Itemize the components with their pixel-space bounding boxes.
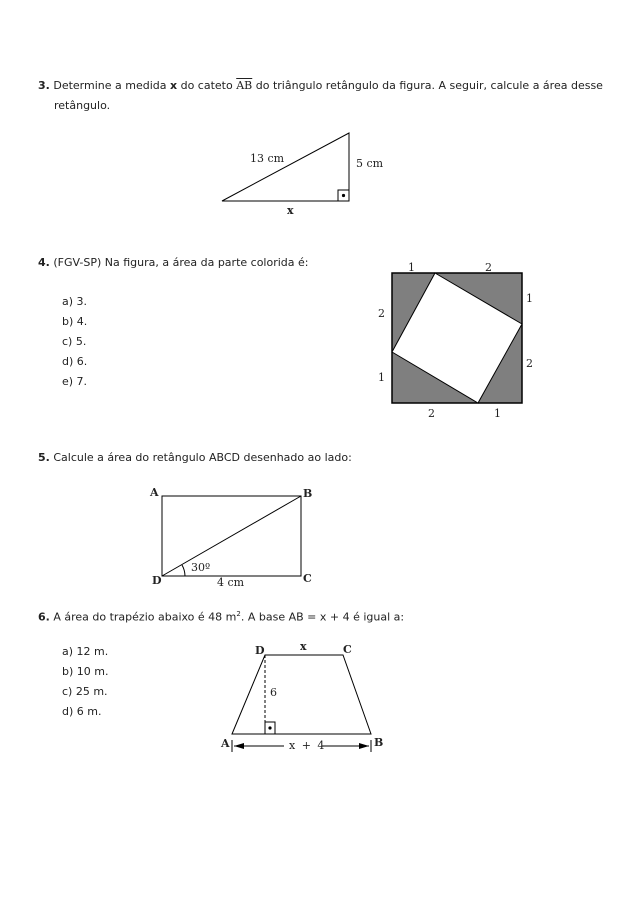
square-label-bottom-right: 1 (494, 407, 501, 420)
trap-vertex-d: D (255, 644, 265, 657)
option-d: d) 6 m. (62, 705, 102, 718)
question-6: 6. A área do trapézio abaixo é 48 $m^2$. A base AB = x + 4 é igual a: (38, 610, 405, 624)
triangle-base-label: x (287, 204, 294, 217)
square-label-left-top: 2 (378, 307, 385, 320)
square-label-right-bottom: 2 (526, 357, 533, 370)
square-label-bottom-left: 2 (428, 407, 435, 420)
question-4: 4. (FGV-SP) Na figura, a área da parte colorida é: (38, 256, 309, 269)
option-e: e) 7. (62, 375, 88, 388)
question-number: 6. (38, 610, 50, 624)
trap-vertex-a: A (221, 737, 230, 750)
question-number: 4. (38, 256, 50, 269)
option-d: d) 6. (62, 355, 88, 368)
square-label-left-bottom: 1 (378, 371, 385, 384)
option-a: a) 12 m. (62, 645, 109, 658)
question-number: 3. (38, 79, 50, 92)
option-c: c) 25 m. (62, 685, 108, 698)
question-3: 3. Determine a medida x do cateto $\overline{AB}$ do triângulo retângulo da figura. A seguir, calcule a área desse (38, 79, 603, 92)
option-c: c) 5. (62, 335, 87, 348)
trap-base-label: x + 4 (289, 739, 325, 752)
question-number: 5. (38, 451, 50, 464)
trap-vertex-c: C (343, 643, 352, 656)
trap-vertex-b: B (374, 736, 384, 749)
rect-vertex-c: C (303, 572, 312, 585)
trap-top-label: x (300, 640, 307, 653)
option-b: b) 10 m. (62, 665, 109, 678)
option-b: b) 4. (62, 315, 88, 328)
square-label-top-right: 2 (485, 261, 492, 274)
rect-angle-label: 30º (191, 561, 211, 574)
question-5: 5. Calcule a área do retângulo ABCD desenhado ao lado: (38, 451, 352, 464)
segment-ab: $\overline{AB}$ (236, 79, 253, 92)
triangle-hyp-label: 13 cm (250, 152, 285, 165)
rect-base-label: 4 cm (217, 576, 245, 589)
square-label-top-left: 1 (408, 261, 415, 274)
option-a: a) 3. (62, 295, 88, 308)
square-label-right-top: 1 (526, 292, 533, 305)
rect-vertex-d: D (152, 574, 162, 587)
triangle-leg-label: 5 cm (356, 157, 384, 170)
rect-vertex-a: A (150, 486, 159, 499)
rect-vertex-b: B (303, 487, 313, 500)
trap-height-label: 6 (270, 686, 277, 699)
question-3-line2: retângulo. (54, 99, 111, 112)
